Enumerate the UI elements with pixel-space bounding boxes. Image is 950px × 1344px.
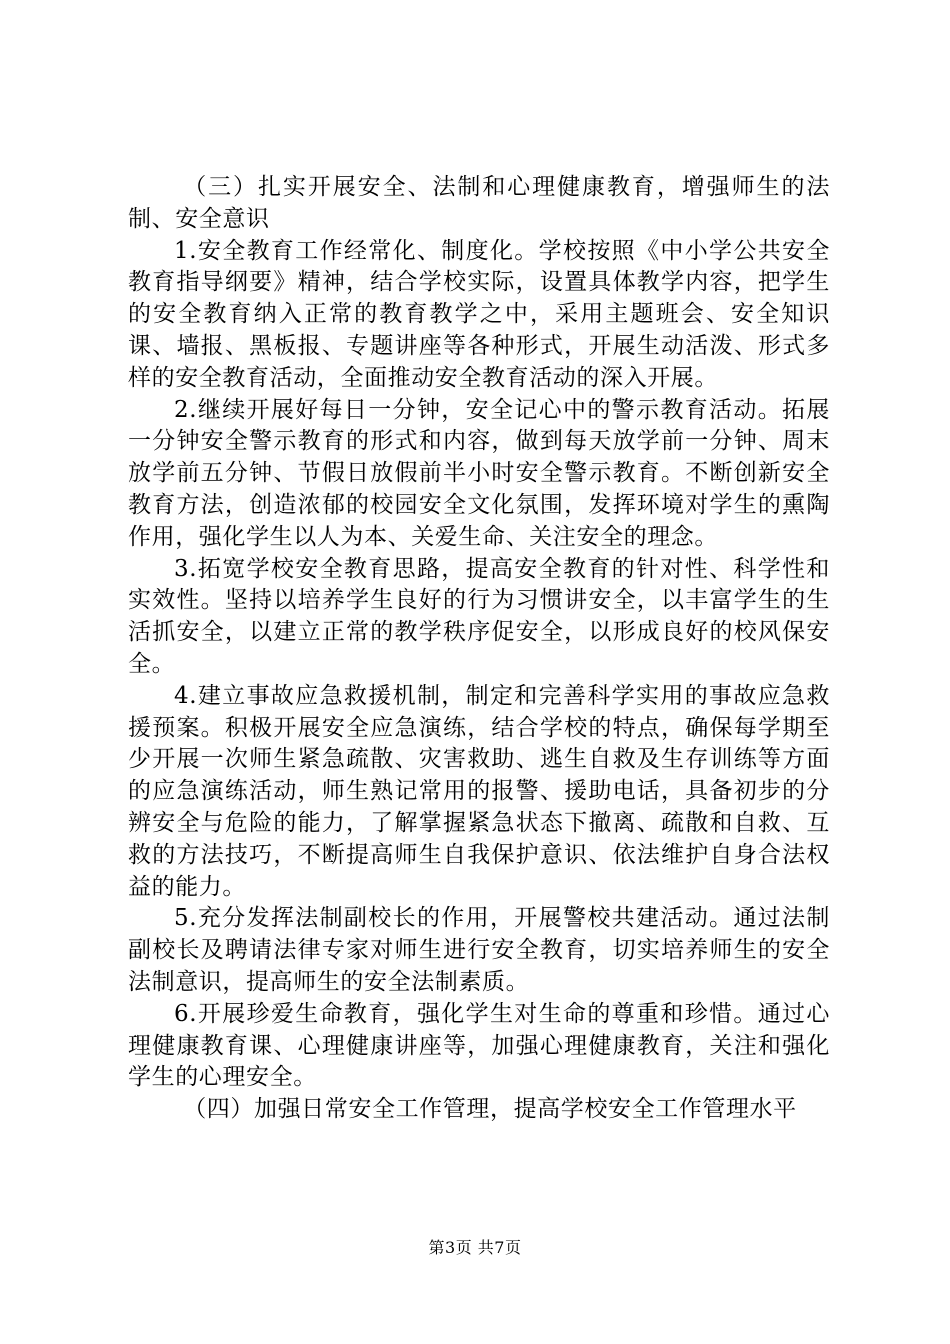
section-heading-3: （三）扎实开展安全、法制和心理健康教育，增强师生的法制、安全意识 — [128, 174, 830, 232]
paragraph-item-5: 5.充分发挥法制副校长的作用，开展警校共建活动。通过法制副校长及聘请法律专家对师生进行安全教育，切实培养师生的安全法制意识，提高师生的安全法制素质。 — [128, 905, 830, 995]
paragraph-item-6: 6.开展珍爱生命教育，强化学生对生命的尊重和珍惜。通过心理健康教育课、心理健康讲座等，加强心理健康教育，关注和强化学生的心理安全。 — [128, 1000, 830, 1091]
paragraph-item-2: 2.继续开展好每日一分钟，安全记心中的警示教育活动。拓展一分钟安全警示教育的形式和内容，做到每天放学前一分钟、周末放学前五分钟、节假日放假前半小时安全警示教育。不断创新安全教育方法，创造浓郁的校园安全文化氛围，发挥环境对学生的熏陶作用，强化学生以人为本、关爱生命、关注安全的理念。 — [128, 396, 830, 550]
section-heading-4: （四）加强日常安全工作管理，提高学校安全工作管理水平 — [183, 1096, 797, 1123]
page-footer: 第3页 共7页 — [428, 1238, 522, 1257]
paragraph-item-3: 3.拓宽学校安全教育思路，提高安全教育的针对性、科学性和实效性。坚持以培养学生良好的行为习惯讲安全，以丰富学生的生活抓安全，以建立正常的教学秩序促安全，以形成良好的校风保安全。 — [128, 555, 830, 677]
paragraph-item-1: 1.安全教育工作经常化、制度化。学校按照《中小学公共安全教育指导纲要》精神，结合学校实际，设置具体教学内容，把学生的安全教育纳入正常的教育教学之中，采用主题班会、安全知识课、墙报、黑板报、专题讲座等各种形式，开展生动活泼、形式多样的安全教育活动，全面推动安全教育活动的深入开展。 — [128, 237, 830, 391]
paragraph-item-4: 4.建立事故应急救援机制，制定和完善科学实用的事故应急救援预案。积极开展安全应急演练，结合学校的特点，确保每学期至少开展一次师生紧急疏散、灾害救助、逃生自救及生存训练等方面的应急演练活动，师生熟记常用的报警、援助电话，具备初步的分辨安全与危险的能力，了解掌握紧急状态下撤离、疏散和自救、互救的方法技巧，不断提高师生自我保护意识、依法维护自身合法权益的能力。 — [128, 682, 830, 900]
document-body — [128, 172, 830, 1126]
